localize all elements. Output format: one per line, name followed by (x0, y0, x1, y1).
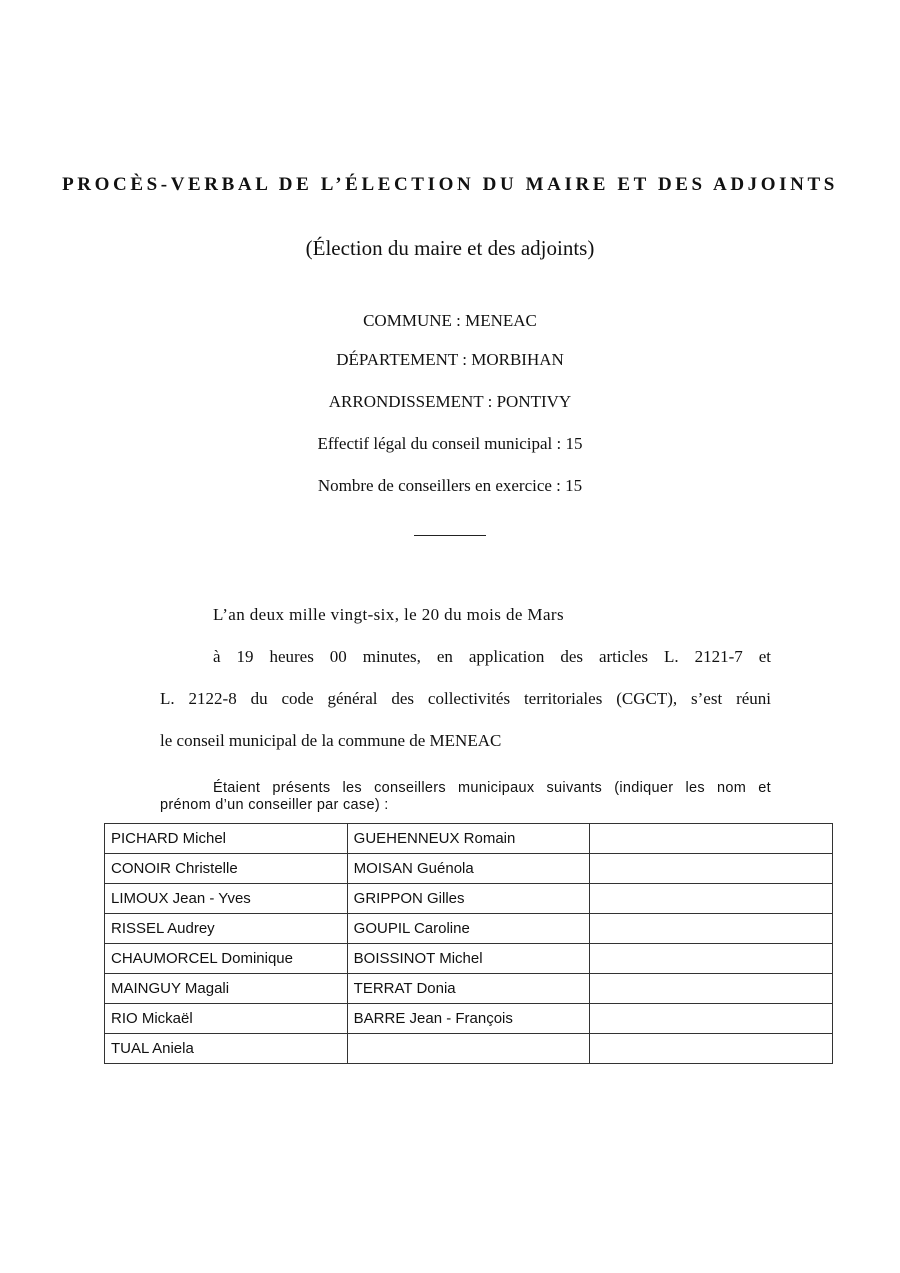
member-cell (590, 1034, 833, 1064)
table-row (105, 1034, 833, 1064)
member-cell: LIMOUX Jean - Yves (105, 884, 348, 914)
member-cell (347, 1034, 590, 1064)
table-row (105, 944, 833, 974)
member-cell: RIO Mickaël (105, 1004, 348, 1034)
member-cell: BARRE Jean - François (347, 1004, 590, 1034)
intro-line-3: L. 2122-8 du code général des collectivités territoriales (CGCT), s’est réuni (160, 689, 771, 708)
member-cell: CHAUMORCEL Dominique (105, 944, 348, 974)
commune-label: COMMUNE : MENEAC (363, 311, 537, 330)
separator-rule (414, 535, 486, 536)
table-row (105, 914, 833, 944)
table-row (105, 1004, 833, 1034)
member-cell (590, 914, 833, 944)
member-cell: TERRAT Donia (347, 974, 590, 1004)
member-cell: MOISAN Guénola (347, 854, 590, 884)
member-cell (590, 854, 833, 884)
member-cell (590, 1004, 833, 1034)
document-title: PROCÈS-VERBAL DE L’ÉLECTION DU MAIRE ET DES ADJOINTS (62, 174, 838, 195)
member-cell (590, 884, 833, 914)
member-cell: MAINGUY Magali (105, 974, 348, 1004)
presence-line-1: Étaient présents les conseillers municipaux suivants (indiquer les nom et (213, 780, 771, 796)
table-row (105, 884, 833, 914)
member-cell (590, 944, 833, 974)
member-cell: GRIPPON Gilles (347, 884, 590, 914)
intro-line-1: L’an deux mille vingt-six, le 20 du mois de Mars (213, 605, 564, 624)
presence-line-2: prénom d’un conseiller par case) : (160, 797, 389, 813)
table-row (105, 974, 833, 1004)
member-cell: GOUPIL Caroline (347, 914, 590, 944)
conseillers-en-exercice: Nombre de conseillers en exercice : 15 (317, 476, 583, 495)
member-cell: TUAL Aniela (105, 1034, 348, 1064)
member-cell: BOISSINOT Michel (347, 944, 590, 974)
intro-line-4: le conseil municipal de la commune de MENEAC (160, 731, 502, 750)
member-cell: RISSEL Audrey (105, 914, 348, 944)
member-cell: CONOIR Christelle (105, 854, 348, 884)
member-cell (590, 974, 833, 1004)
member-cell (590, 824, 833, 854)
table-row (105, 854, 833, 884)
members-table (104, 823, 833, 1064)
table-row (105, 824, 833, 854)
document-subtitle: (Élection du maire et des adjoints) (305, 236, 595, 260)
departement-label: DÉPARTEMENT : MORBIHAN (336, 350, 564, 369)
arrondissement-label: ARRONDISSEMENT : PONTIVY (328, 392, 572, 411)
member-cell: PICHARD Michel (105, 824, 348, 854)
member-cell: GUEHENNEUX Romain (347, 824, 590, 854)
effectif-legal: Effectif légal du conseil municipal : 15 (317, 434, 583, 453)
intro-line-2: à 19 heures 00 minutes, en application des articles L. 2121-7 et (213, 647, 771, 666)
